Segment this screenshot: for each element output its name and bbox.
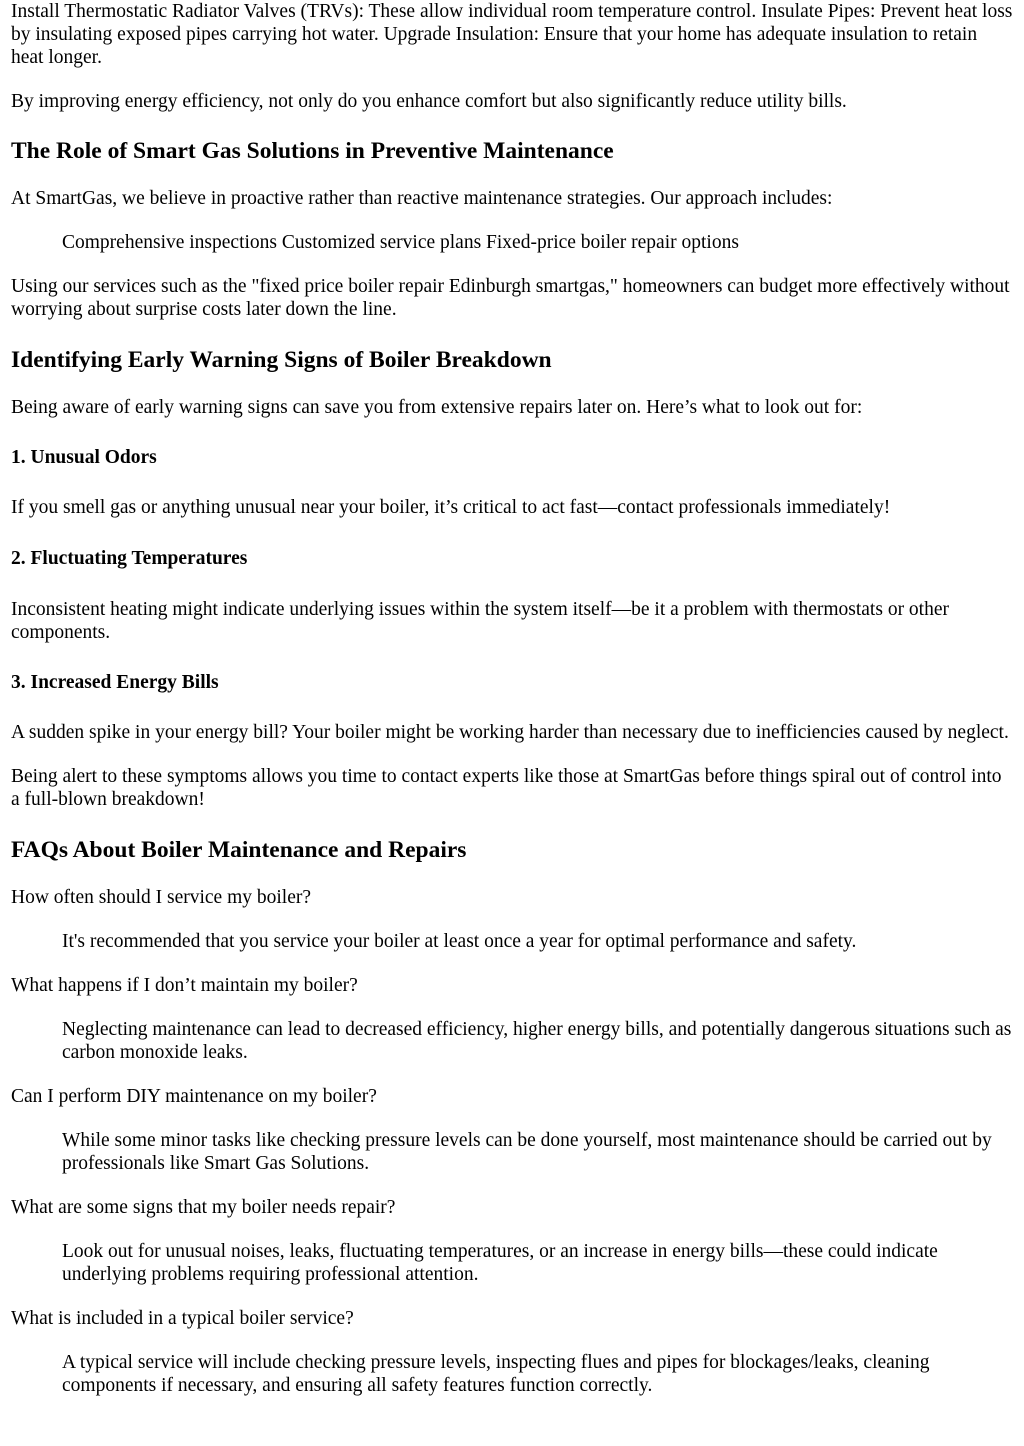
- fixed-price-paragraph: Using our services such as the "fixed price boiler repair Edinburgh smartgas," homeowners can budget more effectively without worrying about surprise costs later down the line.: [11, 276, 1010, 320]
- faq-answer: A typical service will include checking pressure levels, inspecting flues and pipes for blockages/leaks, cleaning components if necessary, and ensuring all safety features function correctly.: [62, 1352, 930, 1396]
- intro-paragraph: Install Thermostatic Radiator Valves (TRVs): These allow individual room temperature control. Insulate Pipes: Prevent heat loss by insulating exposed pipes carrying hot water. Upgrade Insulation: Ensure that your home has adequate insulation to retain heat longer.: [11, 1, 1013, 68]
- role-heading: The Role of Smart Gas Solutions in Preventive Maintenance: [11, 138, 614, 164]
- warning-signs-heading: Identifying Early Warning Signs of Boiler Breakdown: [11, 347, 552, 373]
- energy-bills-paragraph: A sudden spike in your energy bill? Your boiler might be working harder than necessary due to inefficiencies caused by neglect.: [11, 722, 1009, 743]
- faq-list: [11, 886, 1013, 1397]
- faq-answer: Look out for unusual noises, leaks, fluctuating temperatures, or an increase in energy bills—these could indicate underlying problems requiring professional attention.: [62, 1241, 938, 1285]
- warning-intro-paragraph: Being aware of early warning signs can save you from extensive repairs later on. Here’s what to look out for:: [11, 397, 863, 418]
- alert-paragraph: Being alert to these symptoms allows you time to contact experts like those at SmartGas before things spiral out of control into a full-blown breakdown!: [11, 766, 1002, 810]
- faq-question: Can I perform DIY maintenance on my boiler?: [11, 1086, 377, 1107]
- faq-answer: It's recommended that you service your boiler at least once a year for optimal performance and safety.: [62, 931, 857, 952]
- efficiency-paragraph: By improving energy efficiency, not only do you enhance comfort but also significantly reduce utility bills.: [11, 91, 847, 112]
- temperatures-paragraph: Inconsistent heating might indicate underlying issues within the system itself—be it a problem with thermostats or other components.: [11, 599, 949, 643]
- faq-answer: Neglecting maintenance can lead to decreased efficiency, higher energy bills, and potentially dangerous situations such as carbon monoxide leaks.: [62, 1019, 1012, 1063]
- faq-question: What are some signs that my boiler needs repair?: [11, 1197, 396, 1218]
- faq-question: What is included in a typical boiler service?: [11, 1308, 354, 1329]
- role-approach-list: Comprehensive inspections Customized service plans Fixed-price boiler repair options: [62, 232, 739, 253]
- energy-bills-subheading: 3. Increased Energy Bills: [11, 672, 219, 693]
- faq-answer: While some minor tasks like checking pressure levels can be done yourself, most maintenance should be carried out by professionals like Smart Gas Solutions.: [62, 1130, 992, 1174]
- faq-question: What happens if I don’t maintain my boiler?: [11, 975, 358, 996]
- odors-subheading: 1. Unusual Odors: [11, 447, 157, 468]
- faqs-heading: FAQs About Boiler Maintenance and Repairs: [11, 837, 467, 863]
- role-intro-paragraph: At SmartGas, we believe in proactive rather than reactive maintenance strategies. Our approach includes:: [11, 188, 833, 209]
- temperatures-subheading: 2. Fluctuating Temperatures: [11, 548, 248, 569]
- odors-paragraph: If you smell gas or anything unusual near your boiler, it’s critical to act fast—contact professionals immediately!: [11, 497, 891, 518]
- faq-question: How often should I service my boiler?: [11, 887, 312, 908]
